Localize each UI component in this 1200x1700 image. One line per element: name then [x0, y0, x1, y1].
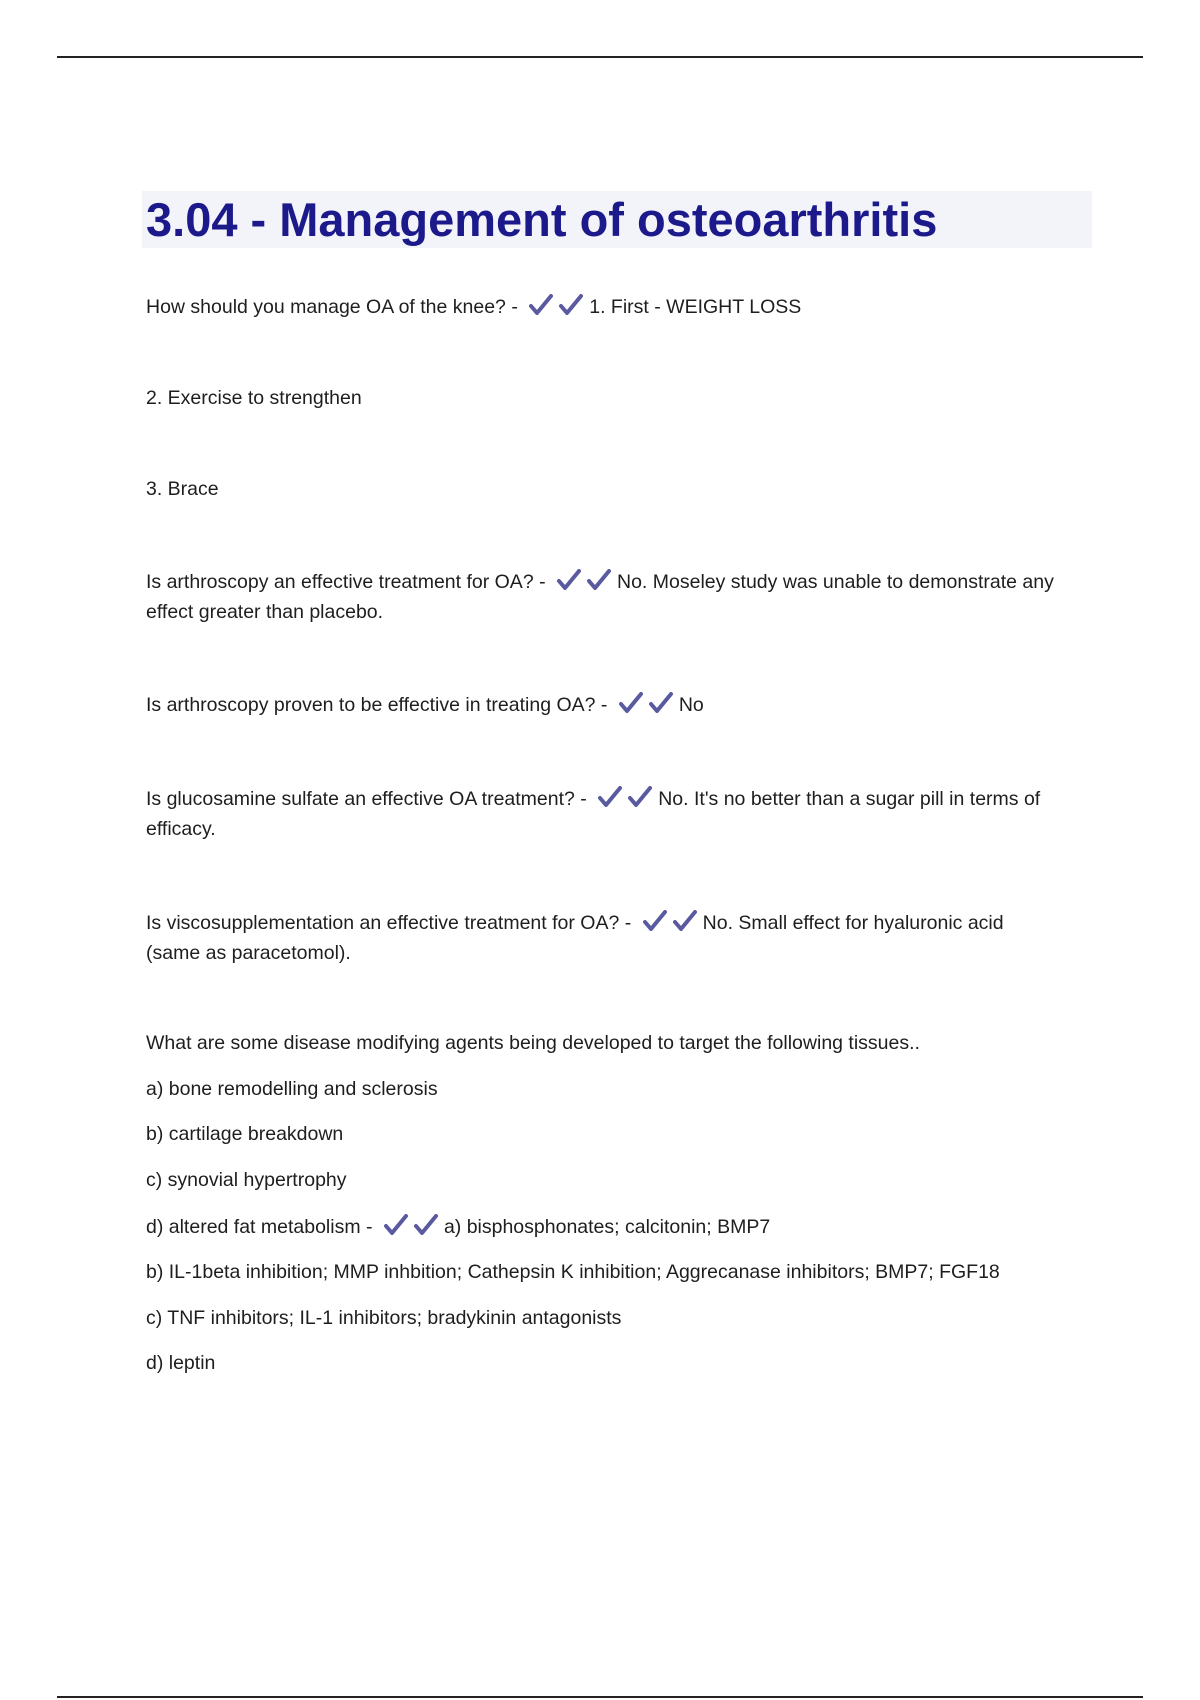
check-icon [414, 1214, 438, 1236]
card-4-answer: No. It's no better than a sugar pill in terms of [658, 788, 1041, 810]
answer-checkmarks [619, 691, 679, 720]
check-icon [673, 910, 697, 932]
card-5-line [146, 909, 1092, 938]
card-6-question: What are some disease modifying agents being developed to target the following tissues.. [146, 1032, 920, 1054]
card-3-question: Is arthroscopy proven to be effective in treating OA? - [146, 694, 608, 716]
footer-rule [57, 1696, 1143, 1698]
check-icon [628, 786, 652, 808]
card-6-answer-b: b) IL-1beta inhibition; MMP inhbition; Cathepsin K inhibition; Aggrecanase inhibitors; BMP7; FGF18 [146, 1261, 1000, 1283]
card-6-item-d: d) altered fat metabolism - [146, 1216, 373, 1238]
card-6-answer-c: c) TNF inhibitors; IL-1 inhibitors; bradykinin antagonists [146, 1307, 622, 1329]
answer-checkmarks [598, 785, 658, 814]
card-2-line [146, 568, 1092, 597]
answer-checkmarks [557, 568, 617, 597]
check-icon [598, 786, 622, 808]
card-4-answer-continued: efficacy. [146, 818, 216, 840]
check-icon [619, 692, 643, 714]
page-title: 3.04 - Management of osteoarthritis [146, 193, 938, 246]
card-1-step-2: 2. Exercise to strengthen [146, 387, 362, 409]
card-1-answer: 1. First - WEIGHT LOSS [589, 296, 802, 318]
card-4-question: Is glucosamine sulfate an effective OA treatment? - [146, 788, 587, 810]
answer-checkmarks [384, 1213, 444, 1242]
card-6-answer: a) bisphosphonates; calcitonin; BMP7 [443, 1216, 771, 1238]
answer-checkmarks [529, 293, 589, 322]
card-1-question: How should you manage OA of the knee? - [146, 296, 518, 318]
card-6-item-a: a) bone remodelling and sclerosis [146, 1078, 438, 1100]
check-icon [529, 294, 553, 316]
answer-checkmarks [643, 909, 703, 938]
card-6-line [146, 1213, 1092, 1242]
check-icon [384, 1214, 408, 1236]
card-6-item-c: c) synovial hypertrophy [146, 1169, 347, 1191]
card-3-answer: No [678, 694, 704, 716]
check-icon [587, 569, 611, 591]
card-5-answer: No. Small effect for hyaluronic acid [702, 912, 1004, 934]
card-5-answer-continued: (same as paracetomol). [146, 942, 351, 964]
card-6-answer-d: d) leptin [146, 1352, 216, 1374]
check-icon [649, 692, 673, 714]
card-1-step-3: 3. Brace [146, 478, 219, 500]
card-3-line [146, 691, 1092, 720]
card-5-question: Is viscosupplementation an effective treatment for OA? - [146, 912, 632, 934]
card-2-answer: No. Moseley study was unable to demonstrate any [617, 571, 1054, 593]
check-icon [557, 569, 581, 591]
card-1-line [146, 293, 1092, 322]
card-6-item-b: b) cartilage breakdown [146, 1123, 344, 1145]
check-icon [559, 294, 583, 316]
header-rule [57, 56, 1143, 58]
card-2-question: Is arthroscopy an effective treatment for OA? - [146, 571, 546, 593]
card-4-line [146, 785, 1092, 814]
card-2-answer-continued: effect greater than placebo. [146, 601, 384, 623]
check-icon [643, 910, 667, 932]
